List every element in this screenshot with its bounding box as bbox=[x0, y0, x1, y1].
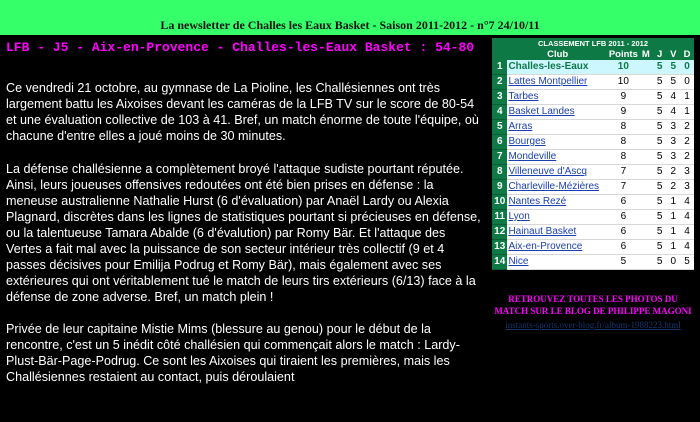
points-cell: 6 bbox=[608, 240, 639, 255]
table-row bbox=[492, 210, 694, 225]
article bbox=[6, 39, 484, 385]
played-cell bbox=[639, 135, 653, 150]
losses-cell: 4 bbox=[680, 195, 694, 210]
losses-cell: 0 bbox=[680, 75, 694, 90]
wins-cell: 1 bbox=[666, 210, 680, 225]
j-cell: 5 bbox=[653, 135, 667, 150]
rank-cell: 5 bbox=[492, 120, 507, 135]
losses-cell: 4 bbox=[680, 240, 694, 255]
points-cell: 6 bbox=[608, 225, 639, 240]
photo-album-link[interactable]: instants-sports.over-blog.fr/album-1988223.html bbox=[505, 320, 681, 330]
points-header: Points bbox=[608, 49, 638, 60]
played-cell bbox=[639, 195, 653, 210]
club-link[interactable]: Bourges bbox=[508, 136, 546, 147]
table-row bbox=[492, 135, 694, 150]
points-cell: 8 bbox=[608, 120, 639, 135]
table-row bbox=[492, 60, 694, 75]
points-cell: 5 bbox=[608, 255, 639, 270]
points-cell: 10 bbox=[608, 75, 639, 90]
standings-caption: CLASSEMENT LFB 2011 - 2012 bbox=[492, 38, 694, 49]
rank-cell: 12 bbox=[492, 225, 507, 240]
club-link[interactable]: Challes-les-Eaux bbox=[508, 61, 589, 72]
wins-cell: 4 bbox=[666, 90, 680, 105]
losses-cell: 5 bbox=[680, 255, 694, 270]
club-cell[interactable] bbox=[507, 180, 607, 195]
j-cell: 5 bbox=[653, 240, 667, 255]
club-cell[interactable] bbox=[507, 120, 607, 135]
losses-cell: 3 bbox=[680, 165, 694, 180]
rank-cell: 4 bbox=[492, 105, 507, 120]
sidebar bbox=[492, 38, 694, 331]
wins-cell: 1 bbox=[666, 195, 680, 210]
wins-cell: 0 bbox=[666, 255, 680, 270]
j-cell: 5 bbox=[653, 75, 667, 90]
played-cell bbox=[639, 105, 653, 120]
club-cell[interactable] bbox=[507, 165, 607, 180]
played-cell bbox=[639, 180, 653, 195]
newsletter-header bbox=[0, 0, 700, 35]
wins-cell: 3 bbox=[666, 120, 680, 135]
rank-cell: 3 bbox=[492, 90, 507, 105]
standings-header-row bbox=[492, 49, 694, 60]
played-cell bbox=[639, 255, 653, 270]
rank-header bbox=[492, 49, 507, 60]
losses-cell: 1 bbox=[680, 105, 694, 120]
club-cell[interactable] bbox=[507, 240, 607, 255]
table-row bbox=[492, 150, 694, 165]
wins-cell: 1 bbox=[666, 225, 680, 240]
losses-cell: 0 bbox=[680, 60, 694, 75]
wins-cell: 3 bbox=[666, 150, 680, 165]
photo-promo: RETROUVEZ TOUTES LES PHOTOS DU MATCH SUR LE BLOG DE PHILIPPE MAGONI bbox=[494, 294, 692, 316]
club-cell[interactable] bbox=[507, 90, 607, 105]
table-row bbox=[492, 90, 694, 105]
table-row bbox=[492, 240, 694, 255]
rank-cell: 13 bbox=[492, 240, 507, 255]
club-link[interactable]: Lattes Montpellier bbox=[508, 76, 588, 87]
club-cell[interactable] bbox=[507, 135, 607, 150]
club-link[interactable]: Hainaut Basket bbox=[508, 226, 577, 237]
club-link[interactable]: Charleville-Mézières bbox=[508, 181, 600, 192]
played-cell bbox=[639, 75, 653, 90]
club-header: Club bbox=[507, 49, 607, 60]
wins-cell: 5 bbox=[666, 75, 680, 90]
j-cell: 5 bbox=[653, 60, 667, 75]
losses-cell: 3 bbox=[680, 180, 694, 195]
club-cell[interactable] bbox=[507, 150, 607, 165]
losses-cell: 2 bbox=[680, 150, 694, 165]
j-cell: 5 bbox=[653, 195, 667, 210]
j-cell: 5 bbox=[653, 255, 667, 270]
rank-cell: 9 bbox=[492, 180, 507, 195]
rank-cell: 14 bbox=[492, 255, 507, 270]
table-row bbox=[492, 75, 694, 90]
rank-cell: 6 bbox=[492, 135, 507, 150]
club-cell[interactable] bbox=[507, 60, 607, 75]
club-link[interactable]: Nice bbox=[508, 256, 529, 267]
article-paragraph: Privée de leur capitaine Mistie Mims (blessure au genou) pour le début de la rencontre, c'est un 5 inédit côté challésien qui commençait alors le match : Lardy-Plust-Bär-Page-Podrug. Ce sont les Aixoises qui tiraient les premières, mais les Challésiennes restaient au contact, puis déroulaient bbox=[6, 322, 460, 384]
article-title: LFB - J5 - Aix-en-Provence - Challes-les-Eaux Basket : 54-80 bbox=[6, 40, 475, 55]
losses-cell: 4 bbox=[680, 225, 694, 240]
club-link[interactable]: Tarbes bbox=[508, 91, 539, 102]
club-link[interactable]: Aix-en-Provence bbox=[508, 241, 583, 252]
j-cell: 5 bbox=[653, 120, 667, 135]
losses-header: D bbox=[680, 49, 694, 60]
played-cell bbox=[639, 225, 653, 240]
wins-cell: 2 bbox=[666, 180, 680, 195]
points-cell: 8 bbox=[608, 135, 639, 150]
j-cell: 5 bbox=[653, 180, 667, 195]
losses-cell: 2 bbox=[680, 135, 694, 150]
wins-cell: 1 bbox=[666, 240, 680, 255]
j-header: J bbox=[653, 49, 667, 60]
standings-table bbox=[492, 38, 694, 270]
played-cell bbox=[639, 165, 653, 180]
article-paragraph: Ce vendredi 21 octobre, au gymnase de La Pioline, les Challésiennes ont très largement battu les Aixoises devant les caméras de la LFB TV sur le score de 80-54 et une évaluation collective de 103 à 41. Bref, un match énorme de toute l'équipe, où chacune d'entre elles a joué moins de 30 minutes. bbox=[6, 81, 479, 143]
club-cell[interactable] bbox=[507, 225, 607, 240]
points-cell: 9 bbox=[608, 90, 639, 105]
points-cell: 7 bbox=[608, 180, 639, 195]
table-row bbox=[492, 105, 694, 120]
club-link[interactable]: Basket Landes bbox=[508, 106, 575, 117]
points-cell: 6 bbox=[608, 210, 639, 225]
j-cell: 5 bbox=[653, 150, 667, 165]
wins-cell: 5 bbox=[666, 60, 680, 75]
j-cell: 5 bbox=[653, 225, 667, 240]
table-row bbox=[492, 195, 694, 210]
newsletter-title: La newsletter de Challes les Eaux Basket - Saison 2011-2012 - n°7 24/10/11 bbox=[160, 18, 540, 32]
j-cell: 5 bbox=[653, 165, 667, 180]
club-link[interactable]: Villeneuve d'Ascq bbox=[508, 166, 587, 177]
rank-cell: 2 bbox=[492, 75, 507, 90]
rank-cell: 7 bbox=[492, 150, 507, 165]
j-cell: 5 bbox=[653, 210, 667, 225]
table-row bbox=[492, 165, 694, 180]
club-cell[interactable] bbox=[507, 75, 607, 90]
rank-cell: 8 bbox=[492, 165, 507, 180]
club-cell[interactable] bbox=[507, 105, 607, 120]
losses-cell: 1 bbox=[680, 90, 694, 105]
rank-cell: 10 bbox=[492, 195, 507, 210]
article-paragraph: La défense challésienne a complètement broyé l'attaque sudiste pourtant réputée. Ainsi, leurs joueuses offensives redoutées ont été bien prises en défense : la meneuse australienne Nathalie Hurst (6 d'évaluation) par Anaël Lardy ou Alexia Plagnard, discrètes dans les lignes de statistiques pourtant si précieuses en défense, ou la talentueuse Tamara Abalde (6 d'évalution) par Romy Bär. Et l'attaque des Vertes a fait mal avec la puissance de son secteur intérieur très collectif (9 et 4 passes décisives pour Emilija Podrug et Romy Bär), mais également avec ses extérieures qui ont véritablement tué le match de leurs tirs extérieurs (6/13) face à la défense de zone adverse. Bref, un match plein ! bbox=[6, 162, 481, 304]
club-link[interactable]: Lyon bbox=[508, 211, 530, 222]
points-cell: 9 bbox=[608, 105, 639, 120]
played-cell bbox=[639, 120, 653, 135]
played-cell bbox=[639, 90, 653, 105]
wins-cell: 2 bbox=[666, 165, 680, 180]
table-row bbox=[492, 225, 694, 240]
played-cell bbox=[639, 60, 653, 75]
wins-cell: 3 bbox=[666, 135, 680, 150]
table-row bbox=[492, 120, 694, 135]
losses-cell: 4 bbox=[680, 210, 694, 225]
j-cell: 5 bbox=[653, 105, 667, 120]
points-cell: 8 bbox=[608, 150, 639, 165]
wins-cell: 4 bbox=[666, 105, 680, 120]
rank-cell: 1 bbox=[492, 60, 507, 75]
played-cell bbox=[639, 240, 653, 255]
points-cell: 10 bbox=[608, 60, 639, 75]
table-row bbox=[492, 180, 694, 195]
newsletter-body bbox=[0, 35, 700, 422]
played-cell bbox=[639, 210, 653, 225]
played-cell bbox=[639, 150, 653, 165]
played-header: M bbox=[639, 49, 653, 60]
club-link[interactable]: Mondeville bbox=[508, 151, 557, 162]
club-cell[interactable] bbox=[507, 195, 607, 210]
points-cell: 7 bbox=[608, 165, 639, 180]
points-cell: 6 bbox=[608, 195, 639, 210]
wins-header: V bbox=[666, 49, 680, 60]
club-cell[interactable] bbox=[507, 255, 607, 270]
j-cell: 5 bbox=[653, 90, 667, 105]
club-link[interactable]: Arras bbox=[508, 121, 533, 132]
table-row bbox=[492, 255, 694, 270]
rank-cell: 11 bbox=[492, 210, 507, 225]
club-link[interactable]: Nantes Rezé bbox=[508, 196, 567, 207]
losses-cell: 2 bbox=[680, 120, 694, 135]
club-cell[interactable] bbox=[507, 210, 607, 225]
